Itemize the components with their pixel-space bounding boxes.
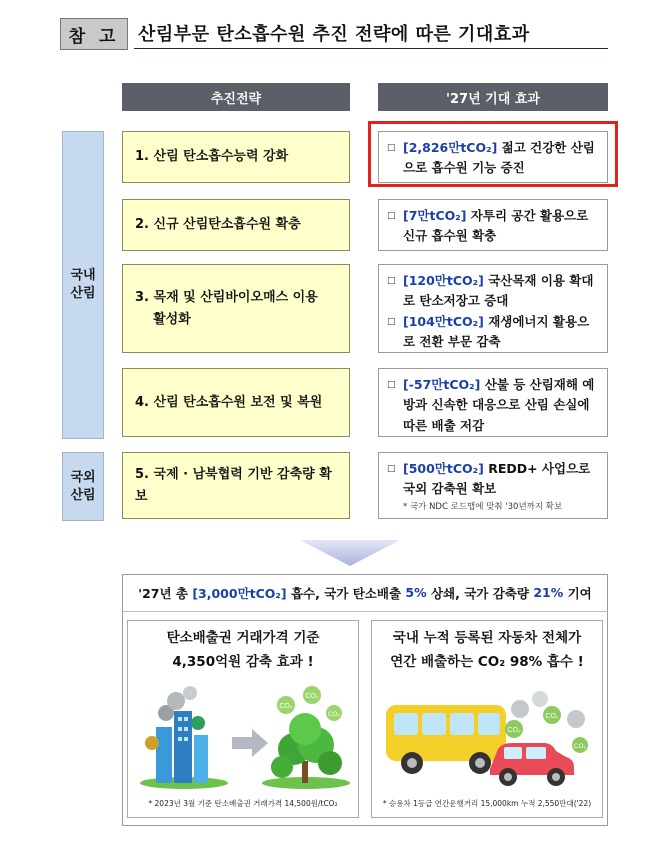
square-bullet-icon: □ xyxy=(387,211,396,221)
effect-text: 국산목재 이용 확대로 탄소저장고 증대 xyxy=(403,273,594,309)
summary-total: [3,000만tCO₂] xyxy=(192,585,287,601)
carbon-credit-panel xyxy=(127,620,359,818)
effect-box xyxy=(378,368,608,437)
effect-column-header: '27년 기대 효과 xyxy=(378,83,608,111)
effect-amount: [120만tCO₂] xyxy=(403,273,484,288)
strategy-item xyxy=(122,199,350,251)
effect-box xyxy=(378,452,608,519)
city-to-forest-illustration xyxy=(136,683,352,791)
strategy-label: 3. 목재 및 산림바이오매스 이용 활성화 xyxy=(135,290,318,327)
vehicle-emission-panel xyxy=(371,620,603,818)
category-domestic: 국내 산림 xyxy=(62,131,104,439)
effect-item xyxy=(387,206,599,247)
panel-footnote: * 승용차 1등급 연간운행거리 15,000km 누적 2,550만대('22) xyxy=(382,799,592,808)
summary-mid2: 상쇄, 국가 감축량 xyxy=(426,585,534,601)
summary-mid1: 흡수, 국가 탄소배출 xyxy=(286,585,406,601)
effect-item xyxy=(387,271,599,312)
effect-footnote: * 국가 NDC 로드맵에 맞춰 '30년까지 확보 xyxy=(403,501,563,512)
square-bullet-icon: □ xyxy=(387,316,396,327)
effect-box xyxy=(378,199,608,251)
effect-amount: [7만tCO₂] xyxy=(403,208,467,223)
summary-prefix: '27년 총 xyxy=(138,585,193,601)
panel-footnote: * 2023년 3월 기준 탄소배출권 거래가격 14,500원/tCO₂ xyxy=(148,799,338,808)
strategy-item xyxy=(122,368,350,437)
effect-text: REDD+ 사업으로 국외 감축원 확보 xyxy=(403,461,591,497)
summary-pct-offset: 5% xyxy=(405,585,427,600)
car-icon xyxy=(490,743,574,786)
square-bullet-icon: □ xyxy=(387,380,396,390)
effect-box xyxy=(378,264,608,353)
panel-title: 탄소배출권 거래가격 기준 4,350억원 감축 효과 ! xyxy=(166,630,320,670)
co2-bubble-label: CO₂ xyxy=(507,727,521,734)
effect-item xyxy=(387,312,599,353)
effect-amount: [2,826만tCO₂] xyxy=(403,140,498,155)
title-underline xyxy=(134,48,608,49)
strategy-label: 1. 산림 탄소흡수능력 강화 xyxy=(135,149,289,165)
effect-text: 젊고 건강한 산림으로 흡수원 기능 증진 xyxy=(403,140,595,176)
effect-amount: [500만tCO₂] xyxy=(403,461,484,476)
down-arrow-icon xyxy=(300,538,400,568)
strategy-label: 2. 신규 산림탄소흡수원 확충 xyxy=(135,217,301,233)
panel-title: 국내 누적 등록된 자동차 전체가 연간 배출하는 CO₂ 98% 흡수 ! xyxy=(390,630,584,670)
highlight-box xyxy=(368,121,618,187)
strategy-column-header: 추진전략 xyxy=(122,83,350,111)
strategy-item xyxy=(122,131,350,183)
summary-suffix: 기여 xyxy=(563,585,592,601)
co2-bubble-label: CO₂ xyxy=(327,711,341,718)
summary-line xyxy=(122,574,608,612)
effect-text: 재생에너지 활용으로 전환 부문 감축 xyxy=(403,313,590,349)
effect-text: 산불 등 산림재해 예방과 신속한 대응으로 산림 손실에 따른 배출 저감 xyxy=(403,377,595,433)
co2-bubble-label: CO₂ xyxy=(573,743,587,750)
strategy-item xyxy=(122,264,350,353)
effect-item xyxy=(387,375,599,436)
co2-bubble-label: CO₂ xyxy=(305,693,319,700)
co2-bubble-label: CO₂ xyxy=(545,713,559,720)
effect-text: 자투리 공간 활용으로 신규 흡수원 확충 xyxy=(403,208,589,244)
category-overseas: 국외 산림 xyxy=(62,452,104,521)
vehicles-illustration xyxy=(380,683,596,791)
summary-pct-reduction: 21% xyxy=(533,585,564,600)
strategy-label: 5. 국제 · 남북협력 기반 감축량 확보 xyxy=(135,467,332,504)
square-bullet-icon: □ xyxy=(387,143,396,153)
reference-tag: 참 고 xyxy=(60,18,128,50)
co2-bubble-label: CO₂ xyxy=(279,703,293,710)
page-title: 산림부문 탄소흡수원 추진 전략에 따른 기대효과 xyxy=(138,24,530,45)
strategy-label: 4. 산림 탄소흡수원 보전 및 복원 xyxy=(135,394,323,410)
square-bullet-icon: □ xyxy=(387,276,396,286)
effect-item xyxy=(387,459,599,500)
tree-icon xyxy=(271,713,342,783)
bus-icon xyxy=(386,705,506,774)
strategy-item xyxy=(122,452,350,519)
effect-amount: [104만tCO₂] xyxy=(403,313,484,329)
square-bullet-icon: □ xyxy=(387,464,396,474)
effect-amount: [-57만tCO₂] xyxy=(403,377,481,392)
